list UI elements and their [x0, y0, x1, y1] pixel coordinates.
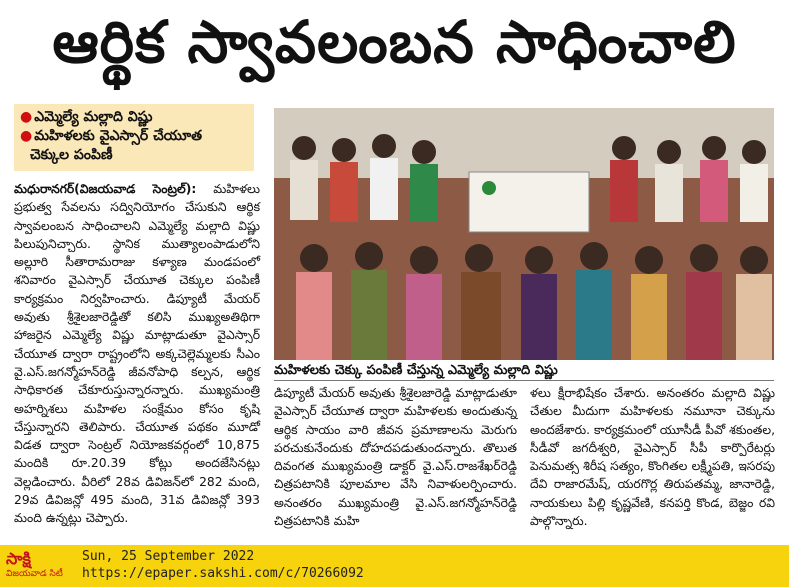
- headline-banner: [0, 0, 789, 98]
- highlight-item: ● ఎమ్మెల్యే మల్లాది విష్ణు: [20, 109, 153, 125]
- highlight-item: ● మహిళలకు వైఎస్సార్ చేయూత: [20, 128, 202, 144]
- highlight-item: చెక్కుల పంపిణీ: [30, 147, 113, 163]
- article-column-middle: [274, 384, 517, 530]
- highlights-box: [14, 104, 254, 171]
- photo-illustration: [274, 108, 774, 360]
- dateline: మధురానగర్(విజయవాడ సెంట్రల్):: [14, 182, 197, 196]
- bullet-icon: ●: [20, 128, 33, 144]
- article-column-right: [530, 384, 775, 530]
- epaper-footer: [0, 545, 789, 587]
- publish-date: Sun, 25 September 2022: [82, 549, 255, 564]
- article-column-left: [14, 180, 260, 528]
- logo-title: సాక్షి: [6, 549, 31, 568]
- news-photo: [274, 108, 774, 360]
- photo-caption: మహిళలకు చెక్కు పంపిణీ చేస్తున్న ఎమ్మెల్యే మల్లాది విష్ణు: [274, 362, 774, 381]
- article-body: మధురానగర్(విజయవాడ సెంట్రల్): మహిళలు ప్రభుత్వ సేవలను సద్వినియోగం చేసుకుని ఆర్థిక స్వావలంబన సాధించాలని ఎమ్మెల్యే మల్లాది విష్ణు పిలుపునిచ్చారు. స్థానిక ముత్యాలంపాడులోని అల్లూరి సీతారామరాజు కళ్యాణ మండపంలో శనివారం వైఎస్సార్ చేయూత చెక్కుల పంపిణీ కార్యక్రమం నిర్వహించారు. డిప్యూటీ మేయర్ అవుతు శ్రీశైలజారెడ్డితో కలిసి ముఖ్యఅతిథిగా హాజరైన ఎమ్మెల్యే విష్ణు మాట్లాడుతూ వైఎస్సార్ చేయూత ద్వారా రాష్ట్రంలోని అక్కచెల్లెమ్మలకు సీఎం వై.ఎస్.జగన్మోహన్‌రెడ్డి జీవనోపాధి కల్పన, ఆర్థిక సాధికారత చేకూరుస్తున్నారన్నారు. ముఖ్యమంత్రి అహర్నిశలు మహిళల సంక్షేమం కోసం కృషి చేస్తున్నారని తెలిపారు. చేయూత పథకం మూడో విడత ద్వారా సెంట్రల్ నియోజకవర్గంలో 10,875 మందికి రూ.20.39 కోట్లు అందజేసినట్లు వెల్లడించారు. వీరిలో 28వ డివిజన్‌లో 282 మంది, 29వ డివిజన్లో 495 మంది, 31వ డివిజన్లో 393 మంది ఉన్నట్లు చెప్పారు.: [14, 182, 260, 526]
- epaper-link[interactable]: https://epaper.sakshi.com/c/70266092: [82, 566, 364, 581]
- headline: ఆర్థిక స్వావలంబన సాధించాలి: [52, 7, 737, 76]
- logo-edition: విజయవాడ సిటీ: [6, 569, 63, 579]
- article-body: డిప్యూటీ మేయర్ అవుతు శ్రీశైలజారెడ్డి మాట్లాడుతూ వైఎస్సార్ చేయూత ద్వారా మహిళలకు అందుతున్న ఆర్థిక సాయం వారి జీవన ప్రమాణాలను మెరుగు పరచుకునేందుకు దోహదపడుతుందన్నారు. తొలుత దివంగత ముఖ్యమంత్రి డాక్టర్ వై.ఎస్.రాజశేఖర్‌రెడ్డి చిత్రపటానికి పూలమాల వేసి నివాళులర్పించారు. అనంతరం ముఖ్యమంత్రి వై.ఎస్.జగన్మోహన్‌రెడ్డి చిత్రపటానికి మహి: [274, 386, 517, 529]
- bullet-icon: ●: [20, 109, 33, 125]
- sakshi-logo[interactable]: [6, 549, 74, 583]
- article-body: ళలు క్షీరాభిషేకం చేశారు. అనంతరం మల్లాది విష్ణు చేతుల మీదుగా మహిళలకు నమూనా చెక్కును అందజేశారు. కార్యక్రమంలో యూసీడీ పీవో శకుంతల, సీడీవో జగదీశ్వరి, వైఎస్సార్ సీపీ కార్పొరేటర్లు పెనుమత్స శిరీష సత్యం, కొంగితల లక్ష్మీపతి, ఇసరపు దేవి రాజారమేష్, యరగొర్ల తిరుపతమ్మ, జానారెడ్డి, నాయకులు పిల్లి కృష్ణవేణి, కనపర్తి కొండ, బెజ్జం రవి పాల్గొన్నారు.: [530, 386, 775, 529]
